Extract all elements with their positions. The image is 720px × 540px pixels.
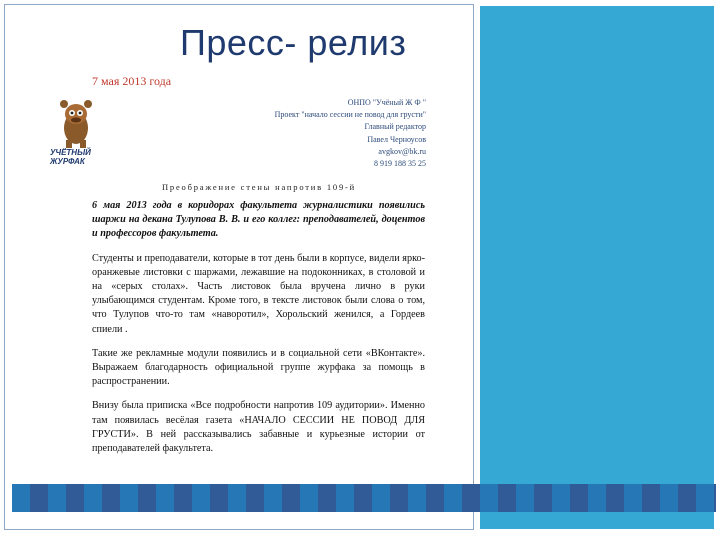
- release-date: 7 мая 2013 года: [92, 74, 172, 88]
- contact-phone: 8 919 188 35 25: [374, 159, 426, 169]
- article-body: [92, 199, 425, 466]
- contact-project: Проект "начало сессии не повод для грусти": [274, 110, 426, 120]
- contact-email: avgkov@bk.ru: [378, 146, 426, 156]
- blue-sidebar-panel: [480, 6, 714, 529]
- contact-block: [150, 97, 426, 170]
- slide-title: Пресс- релиз: [180, 22, 407, 63]
- contact-organization: ОНПО "Учёный Ж Ф ": [347, 98, 426, 107]
- decorative-stripe-bar: [12, 484, 716, 512]
- lead-paragraph: 6 мая 2013 года в коридорах факультета журналистики появились шаржи на декана Тулупова В. В. и его коллег: преподавателей, доцентов и профессоров факультета.: [92, 200, 425, 240]
- headline: Преображение стены напротив 109-й: [161, 182, 356, 192]
- paragraph-4: Внизу была приписка «Все подробности напротив 109 аудитории». Именно там появилась весёлая газета «НАЧАЛО СЕССИИ НЕ ПОВОД ДЛЯ ГРУСТИ». В ней рассказывались забавные и курьезные истории от преподавателей факультета.: [92, 400, 425, 455]
- mascot-icon: [54, 98, 98, 148]
- logo: [44, 98, 108, 174]
- paragraph-3: Такие же рекламные модули появились и в социальной сети «ВКонтакте». Выражаем благодарность официальной группе журфака за помощь в распространении.: [92, 347, 425, 388]
- paragraph-2: Студенты и преподаватели, которые в тот день были в корпусе, видели ярко-оранжевые листовки с шаржами, лежавшие на подоконниках, в столовой и на «серых столах». Часть листовок была вручена лично в руки улыбающимся студентам. Кроме того, в тексте листовок были слова о том, что Тулупов что-то там «наворотил», Хорольский женился, а Гордеев спиели .: [92, 252, 425, 335]
- logo-text: УЧЁТНЫЙ ЖУРФАК: [50, 148, 91, 166]
- contact-name: Павел Черноусов: [367, 134, 426, 144]
- contact-role: Главный редактор: [364, 122, 426, 132]
